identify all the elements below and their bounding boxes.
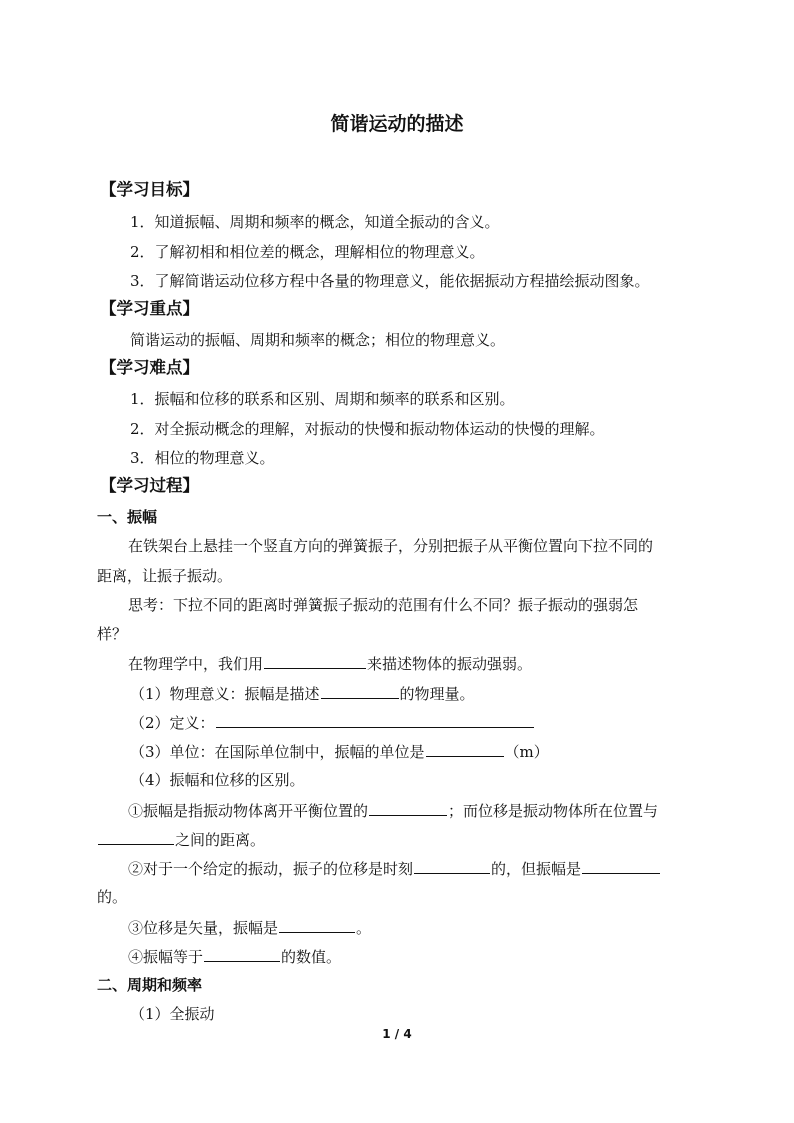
q3-text-b: （m）: [504, 743, 549, 761]
q2-line: [130, 712, 535, 733]
goal-item-3: 3．了解简谐运动位移方程中各量的物理意义，能依据振动方程描绘振动图象。: [130, 272, 650, 290]
c4-text-b: 的数值。: [281, 948, 342, 966]
c2-line2: 的。: [97, 888, 128, 906]
use-sentence: [128, 653, 532, 674]
c2-text-a: ②对于一个给定的振动，振子的位移是时刻: [128, 860, 414, 878]
part1-heading: 一、振幅: [97, 508, 158, 526]
difficult-item-1: 1．振幅和位移的联系和区别、周期和频率的联系和区别。: [130, 390, 515, 408]
q4-line: （4）振幅和位移的区别。: [130, 771, 305, 789]
q1-text-a: （1）物理意义：振幅是描述: [130, 685, 320, 703]
c1-line2: [97, 829, 265, 850]
c1-text-a: ①振幅是指振动物体离开平衡位置的: [128, 802, 369, 820]
q2-text-a: （2）定义：: [130, 714, 215, 732]
document-title: 简谐运动的描述: [330, 113, 464, 135]
think-line2: 样？: [97, 625, 128, 643]
c4-line: [128, 946, 341, 967]
blank-c2b: [582, 858, 660, 874]
page-number: 1 / 4: [382, 1027, 412, 1041]
key-text: 简谐运动的振幅、周期和频率的概念；相位的物理意义。: [130, 331, 506, 349]
q1-text-b: 的物理量。: [399, 685, 475, 703]
blank-use: [264, 653, 366, 669]
c2-text-b: 的，但振幅是: [491, 860, 582, 878]
c3-line: [128, 917, 371, 938]
q3-line: [130, 741, 549, 762]
c1-text-b: ；而位移是振动物体所在位置与: [448, 802, 659, 820]
blank-q3: [426, 741, 504, 757]
goal-item-1: 1．知道振幅、周期和频率的概念，知道全振动的含义。: [130, 213, 500, 231]
blank-c1a: [369, 800, 447, 816]
blank-q2: [216, 712, 534, 728]
q3-text-a: （3）单位：在国际单位制中，振幅的单位是: [130, 743, 425, 761]
difficult-item-2: 2．对全振动概念的理解，对振动的快慢和振动物体运动的快慢的理解。: [130, 420, 605, 438]
difficult-heading: 【学习难点】: [100, 358, 199, 377]
key-heading: 【学习重点】: [100, 299, 199, 318]
use-text-a: 在物理学中，我们用: [128, 655, 264, 673]
c4-text-a: ④振幅等于: [128, 948, 204, 966]
c1-text-c: 之间的距离。: [175, 831, 266, 849]
q1-line: [130, 683, 475, 704]
blank-c2a: [414, 858, 490, 874]
c3-text-b: 。: [356, 919, 372, 937]
blank-c1b: [98, 829, 174, 845]
goals-heading: 【学习目标】: [100, 180, 199, 199]
part2-step1: （1）全振动: [130, 1005, 215, 1023]
c1-line1: [128, 800, 658, 821]
think-line1: 思考：下拉不同的距离时弹簧振子振动的范围有什么不同？振子振动的强弱怎: [128, 596, 639, 614]
c3-text-a: ③位移是矢量，振幅是: [128, 919, 279, 937]
blank-c3: [279, 917, 355, 933]
c2-line1: [128, 858, 661, 879]
part1-intro-line1: 在铁架台上悬挂一个竖直方向的弹簧振子，分别把振子从平衡位置向下拉不同的: [128, 537, 654, 555]
part2-heading: 二、周期和频率: [97, 976, 203, 994]
blank-c4: [204, 946, 280, 962]
goal-item-2: 2．了解初相和相位差的概念，理解相位的物理意义。: [130, 243, 485, 261]
part1-intro-line2: 距离，让振子振动。: [97, 567, 233, 585]
difficult-item-3: 3．相位的物理意义。: [130, 449, 275, 467]
use-text-b: 来描述物体的振动强弱。: [367, 655, 533, 673]
blank-q1: [321, 683, 399, 699]
process-heading: 【学习过程】: [100, 476, 199, 495]
